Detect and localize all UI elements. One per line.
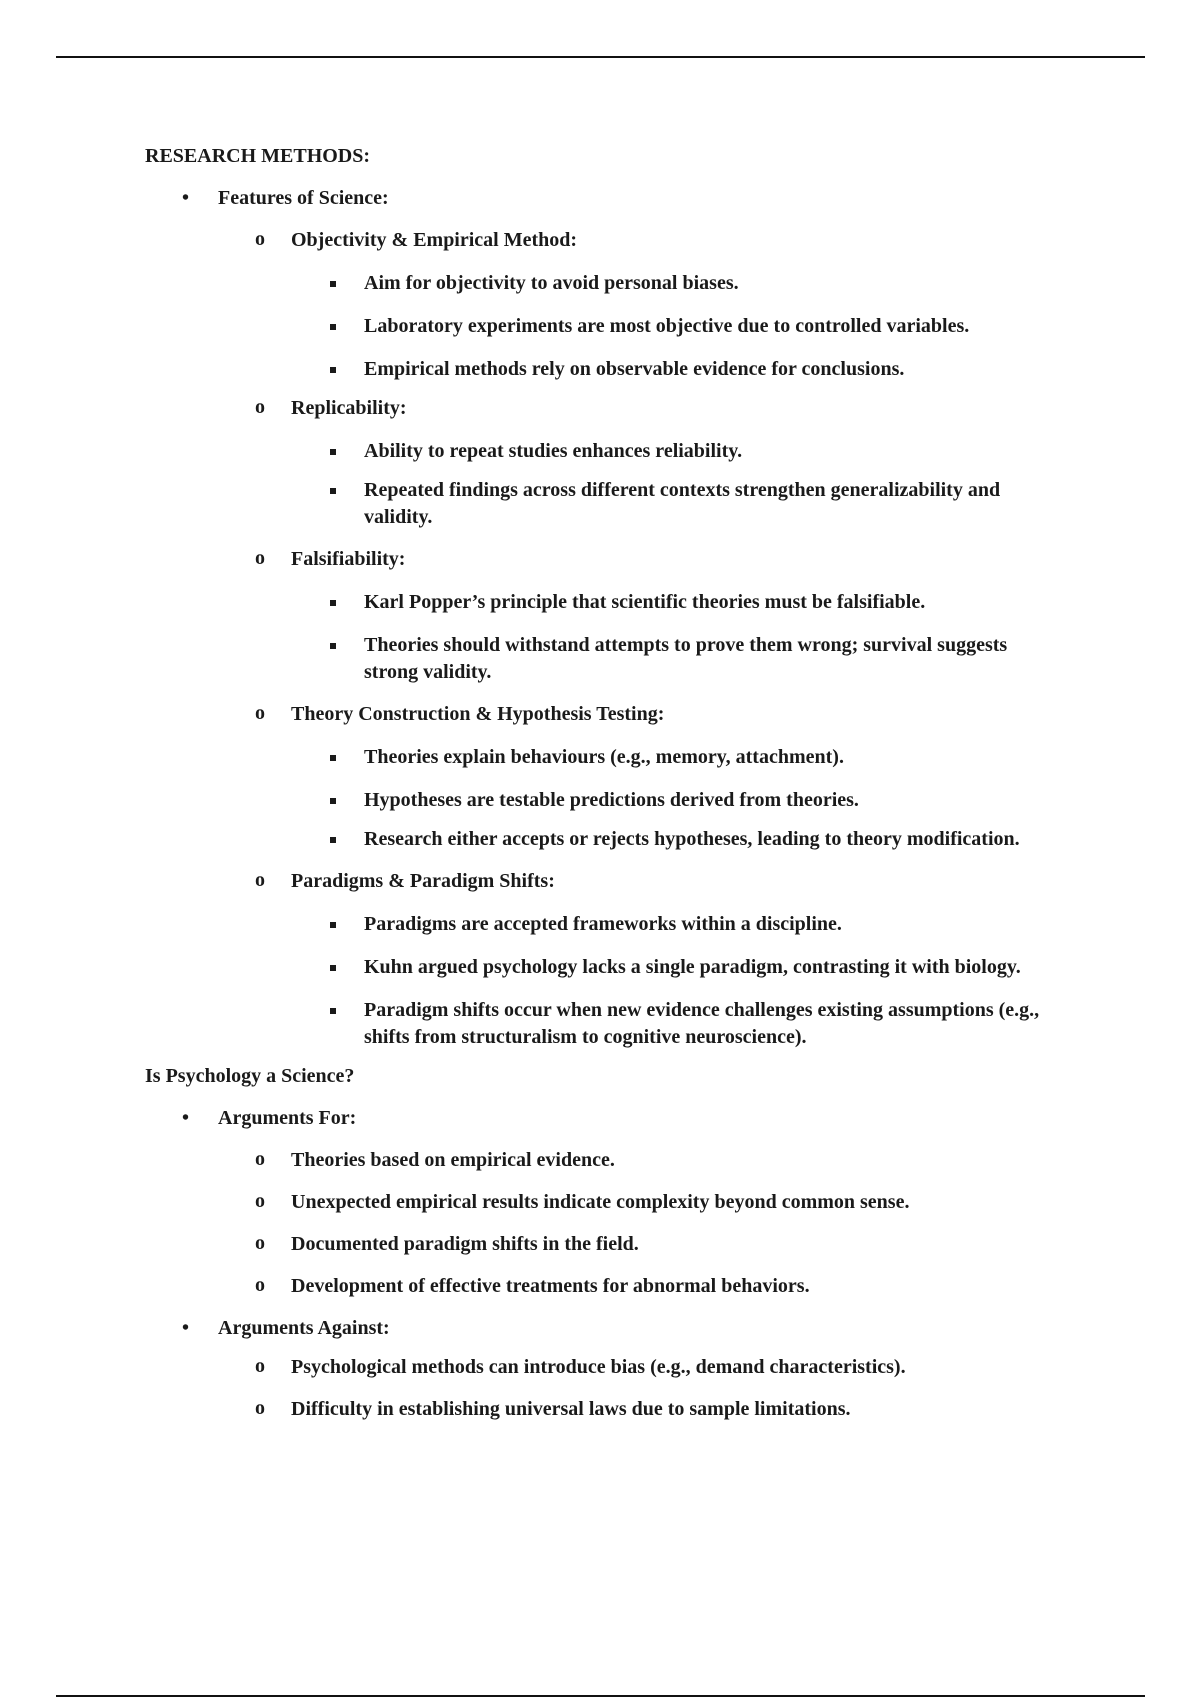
list-item: o Theories based on empirical evidence. [255,1148,615,1171]
circle-bullet-icon: o [255,547,265,569]
list-item-features-of-science [145,185,1045,1051]
circle-bullet-icon: o [255,702,265,724]
paradigm-points [291,911,1045,1051]
square-bullet-icon [330,488,336,494]
list-item: o Documented paradigm shifts in the field. [255,1232,639,1255]
list-item: Laboratory experiments are most objective due to controlled variables. [291,313,1045,340]
list-item: o Unexpected empirical results indicate complexity beyond common sense. [255,1190,910,1213]
replicability-points [291,438,1045,531]
arguments-against-sublist [218,1354,1045,1423]
sublist-item-label: Paradigms & Paradigm Shifts: [291,870,555,892]
square-bullet-icon [330,643,336,649]
square-bullet-icon [330,449,336,455]
square-bullet-icon [330,755,336,761]
sublist-item-label: Theory Construction & Hypothesis Testing: [291,703,665,725]
list-item: Aim for objectivity to avoid personal biases. [291,270,1045,297]
sublist-item-label: Objectivity & Empirical Method: [291,229,578,251]
features-sublist [218,227,1045,1051]
circle-bullet-icon: o [255,1148,265,1170]
sublist-item-replicability [218,395,1045,531]
circle-bullet-icon: o [255,1397,265,1419]
list-item-label: Arguments For: [218,1107,357,1129]
list-item-arguments-against [145,1315,1045,1423]
sublist-item-label: Falsifiability: [291,548,406,570]
bullet-icon: • [182,1317,190,1339]
section-heading-research-methods: RESEARCH METHODS: [145,145,371,167]
square-bullet-icon [330,600,336,606]
is-psychology-science-list [145,1105,1045,1423]
circle-bullet-icon: o [255,1190,265,1212]
objectivity-points [291,270,1045,383]
square-bullet-icon [330,922,336,928]
bullet-icon: • [182,1107,190,1129]
list-item: Repeated findings across different contexts strengthen generalizability and validity. [291,477,1045,531]
bottom-rule [56,1695,1145,1697]
research-methods-list [145,185,1045,1051]
sublist-item-objectivity [218,227,1045,383]
list-item-arguments-for [145,1105,1045,1300]
bullet-icon: • [182,187,190,209]
square-bullet-icon [330,281,336,287]
section-heading-is-psychology-a-science: Is Psychology a Science? [145,1065,355,1087]
circle-bullet-icon: o [255,869,265,891]
list-item: Theories explain behaviours (e.g., memory, attachment). [291,744,1045,771]
square-bullet-icon [330,965,336,971]
square-bullet-icon [330,798,336,804]
circle-bullet-icon: o [255,1355,265,1377]
sublist-item-label: Replicability: [291,397,407,419]
square-bullet-icon [330,324,336,330]
theory-points [291,744,1045,853]
list-item: Paradigm shifts occur when new evidence challenges existing assumptions (e.g., shifts from structuralism to cognitive neuroscience). [291,997,1045,1051]
sublist-item-paradigms [218,868,1045,1051]
list-item: Research either accepts or rejects hypotheses, leading to theory modification. [291,826,1045,853]
square-bullet-icon [330,837,336,843]
list-item: Kuhn argued psychology lacks a single paradigm, contrasting it with biology. [291,954,1045,981]
top-rule [56,56,1145,58]
list-item: Ability to repeat studies enhances reliability. [291,438,1045,465]
list-item: Empirical methods rely on observable evidence for conclusions. [291,356,1045,383]
sublist-item-falsifiability [218,546,1045,686]
list-item: Karl Popper’s principle that scientific theories must be falsifiable. [291,589,1045,616]
circle-bullet-icon: o [255,228,265,250]
circle-bullet-icon: o [255,1232,265,1254]
falsifiability-points [291,589,1045,686]
list-item: o Difficulty in establishing universal laws due to sample limitations. [255,1397,851,1420]
document-body [145,143,1045,1423]
list-item: o Psychological methods can introduce bias (e.g., demand characteristics). [255,1355,906,1378]
circle-bullet-icon: o [255,396,265,418]
list-item: Paradigms are accepted frameworks within a discipline. [291,911,1045,938]
square-bullet-icon [330,367,336,373]
circle-bullet-icon: o [255,1274,265,1296]
list-item: o Development of effective treatments for abnormal behaviors. [255,1274,810,1297]
list-item-label: Features of Science: [218,187,389,209]
sublist-item-theory-construction [218,701,1045,853]
list-item: Hypotheses are testable predictions derived from theories. [291,787,1045,814]
list-item-label: Arguments Against: [218,1317,390,1339]
list-item: Theories should withstand attempts to prove them wrong; survival suggests strong validity. [291,632,1045,686]
square-bullet-icon [330,1008,336,1014]
arguments-for-sublist [218,1147,1045,1300]
